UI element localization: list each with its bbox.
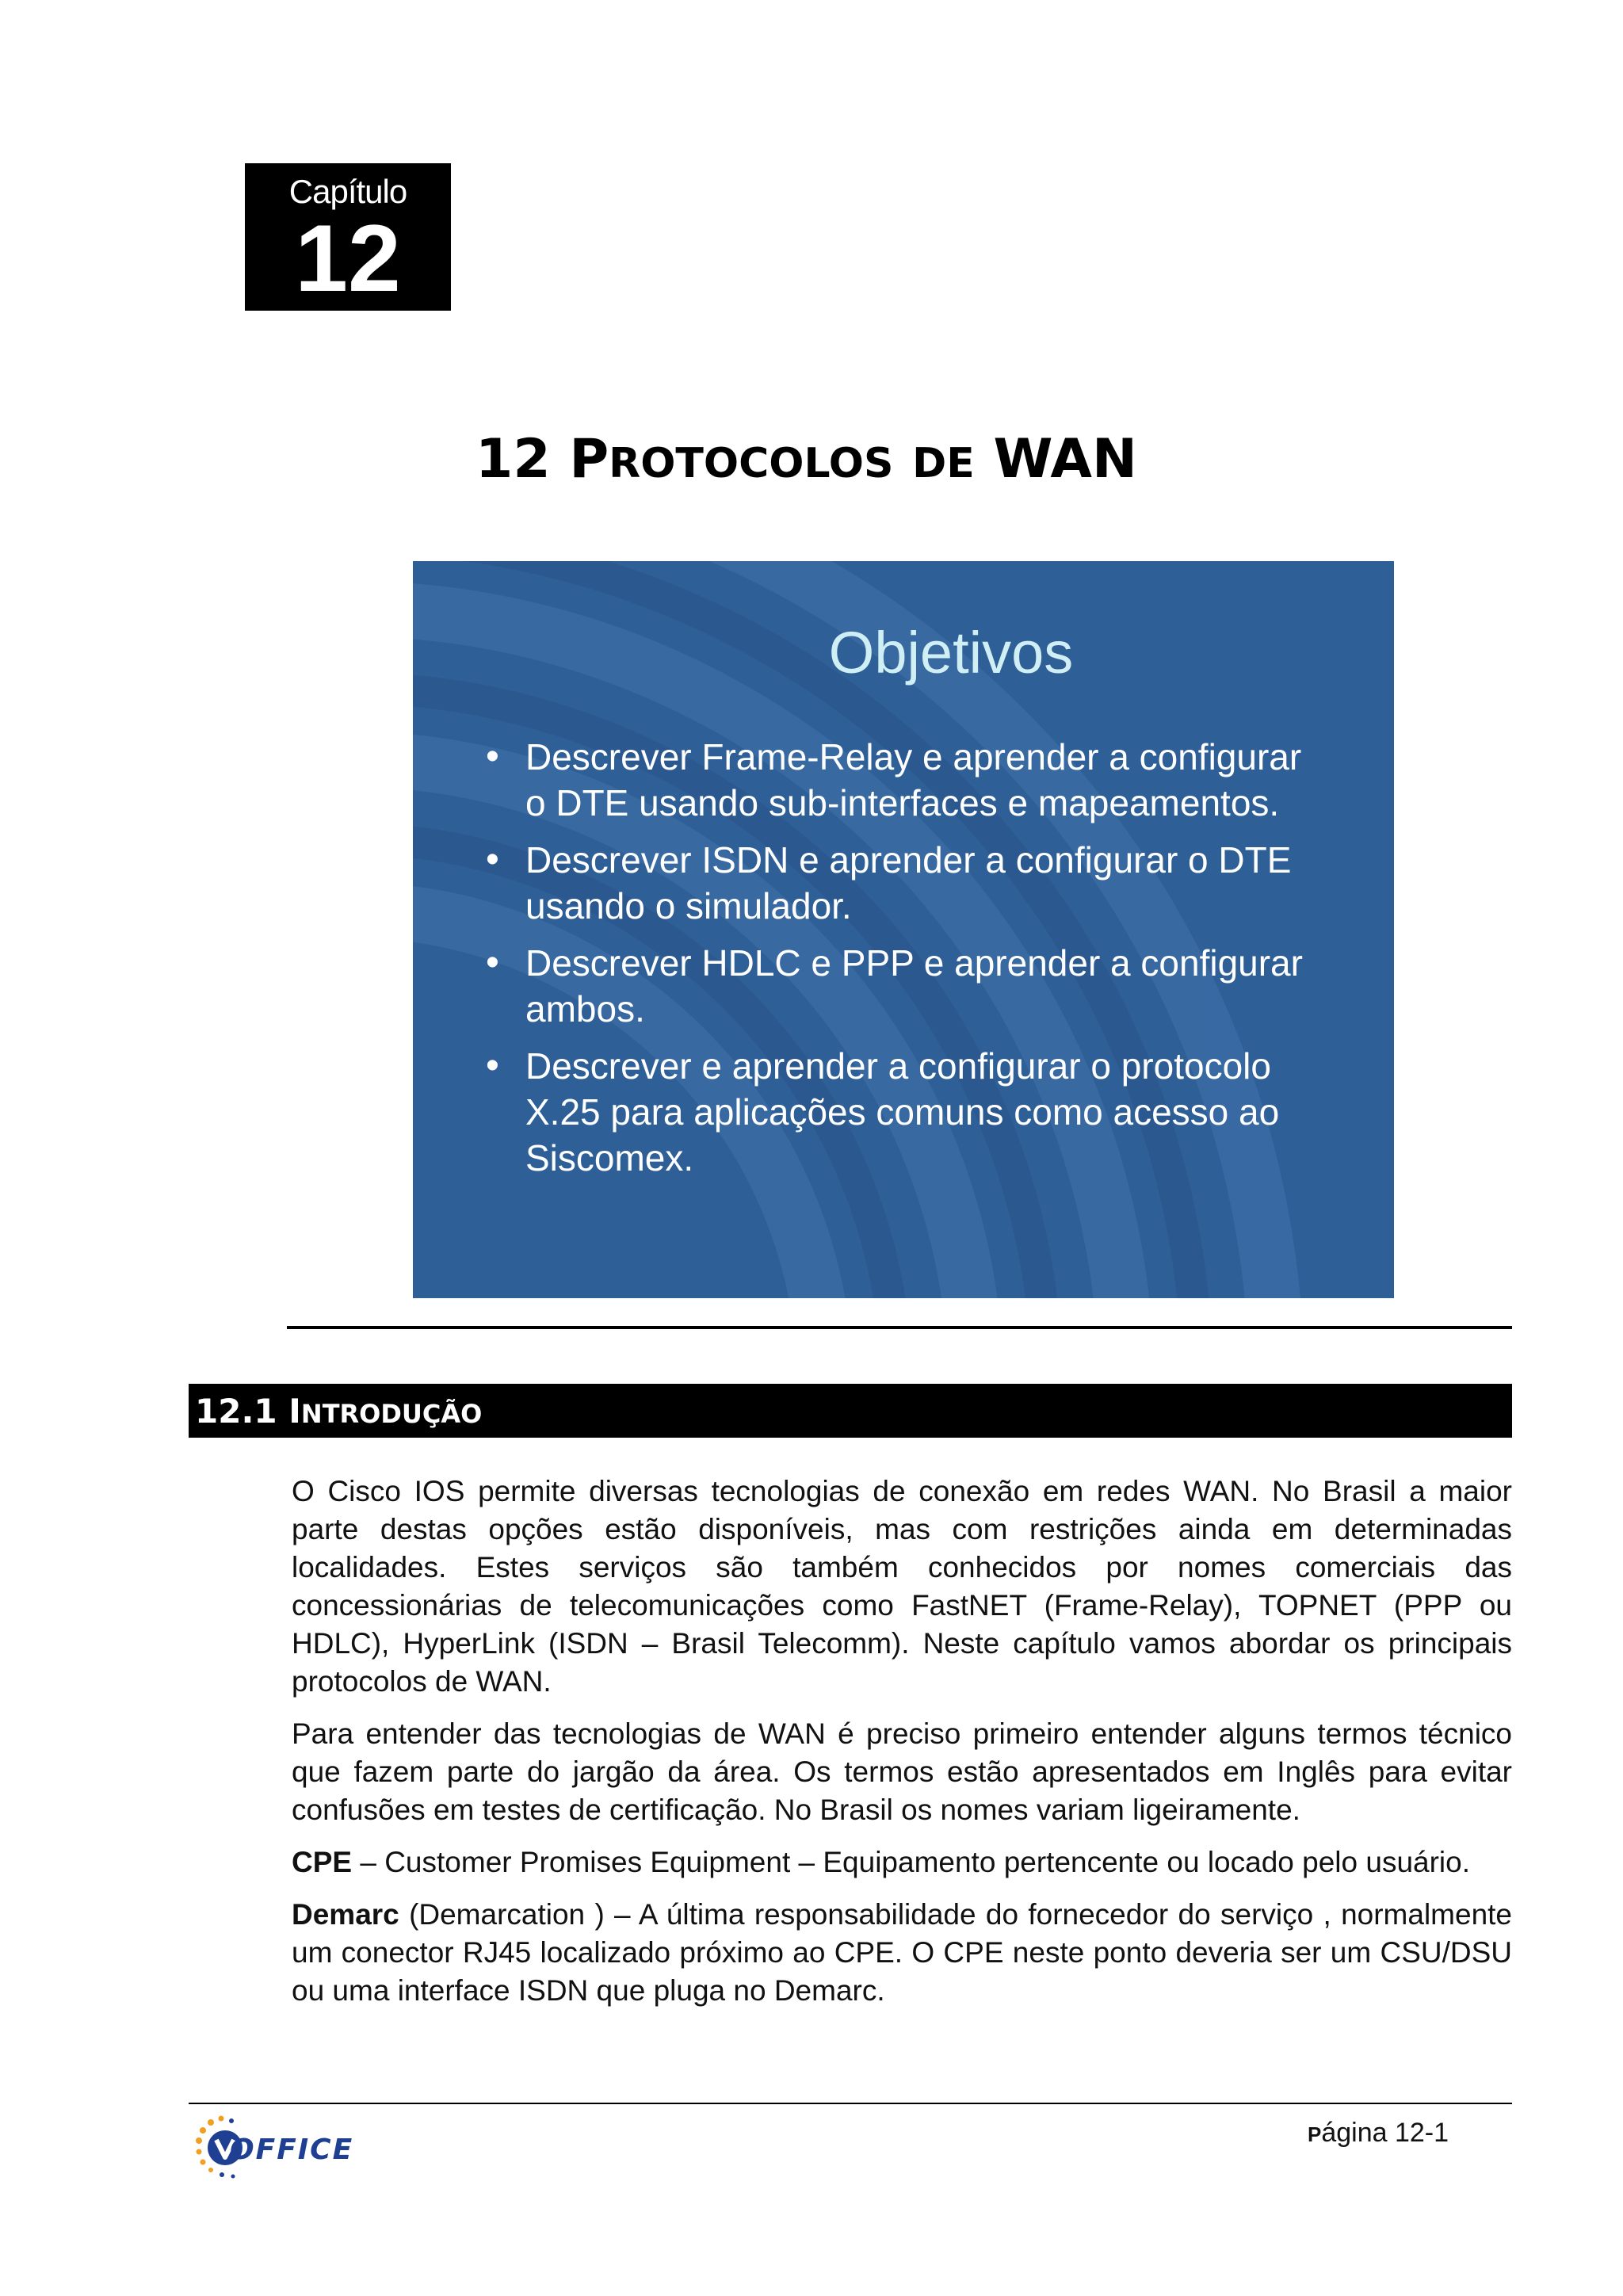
section-number: 12.1	[195, 1392, 277, 1431]
section-initial: I	[288, 1392, 301, 1431]
chapter-label: Capítulo	[288, 173, 407, 210]
divider	[287, 1326, 1512, 1329]
slide-title: Objetivos	[828, 620, 1074, 686]
definition: (Demarcation ) – A última responsabilidade do fornecedor do serviço , normalmente um conector RJ45 localizado próximo ao CPE. O CPE neste ponto deveria ser um CSU/DSU ou uma interface ISDN que pluga no Demarc.	[292, 1898, 1512, 2007]
objectives-list	[468, 734, 1348, 1192]
objective-line: o DTE usando sub-interfaces e mapeamentos.	[525, 782, 1280, 823]
objective-item	[468, 734, 1348, 826]
chapter-number: 12	[295, 205, 401, 311]
logo-text: OFFICE	[230, 2134, 354, 2166]
objective-line: Siscomex.	[525, 1137, 694, 1179]
paragraph: Para entender das tecnologias de WAN é preciso primeiro entender alguns termos técnico que fazem parte do jargão da área. Os termos estão apresentados em Inglês para evitar confusões em testes de certificação. No Brasil os nomes variam ligeiramente.	[292, 1717, 1512, 1826]
section-title	[195, 1392, 482, 1431]
page-title	[475, 428, 1268, 491]
page-number	[1308, 2118, 1449, 2149]
title-number: 12	[475, 428, 551, 491]
footer-divider	[189, 2103, 1512, 2104]
objectives-slide	[413, 561, 1394, 1298]
objective-line: Descrever HDLC e PPP e aprender a configurar	[525, 942, 1303, 984]
objective-line: Descrever e aprender a configurar o protocolo	[525, 1045, 1271, 1087]
objective-item	[468, 940, 1348, 1032]
definition: – Customer Promises Equipment – Equipamento pertencente ou locado pelo usuário.	[352, 1846, 1471, 1878]
section-rest: NTRODUÇÃO	[300, 1399, 483, 1429]
title-word3: WAN	[993, 428, 1137, 491]
objective-line: ambos.	[525, 988, 645, 1030]
objective-item	[468, 837, 1348, 929]
objective-item	[468, 1043, 1348, 1181]
term: CPE	[292, 1846, 353, 1878]
page-prefix: P	[1308, 2122, 1322, 2146]
objective-line: Descrever Frame-Relay e aprender a configurar	[525, 736, 1302, 777]
definition-demarc	[292, 1896, 1512, 2010]
bullet-icon: •	[486, 1045, 499, 1087]
body-text	[292, 1473, 1512, 2024]
bullet-icon: •	[486, 839, 499, 881]
paragraph: O Cisco IOS permite diversas tecnologias de conexão em redes WAN. No Brasil a maior parte destas opções estão disponíveis, mas com restrições ainda em determinadas localidades. Estes serviços são também conhecidos por nomes comerciais das concessionárias de telecomunicações como FastNET (Frame-Relay), TOPNET (PPP ou HDLC), HyperLink (ISDN – Brasil Telecomm). Neste capítulo vamos abordar os principais protocolos de WAN.	[292, 1475, 1512, 1698]
objective-line: Descrever ISDN e aprender a configurar o DTE	[525, 839, 1292, 881]
definition-cpe	[292, 1843, 1512, 1881]
page-label: ágina 12-1	[1321, 2118, 1449, 2148]
title-word2: DE	[912, 440, 975, 487]
bullet-icon: •	[486, 942, 499, 984]
bullet-icon: •	[486, 735, 499, 777]
objective-line: usando o simulador.	[525, 885, 852, 926]
term: Demarc	[292, 1898, 399, 1931]
section-heading-bar	[189, 1384, 1512, 1438]
title-word1-initial: P	[569, 428, 609, 491]
objective-line: X.25 para aplicações comuns como acesso ao	[525, 1091, 1280, 1133]
title-word1-rest: ROTOCOLOS	[609, 440, 894, 487]
chapter-badge	[245, 163, 451, 311]
